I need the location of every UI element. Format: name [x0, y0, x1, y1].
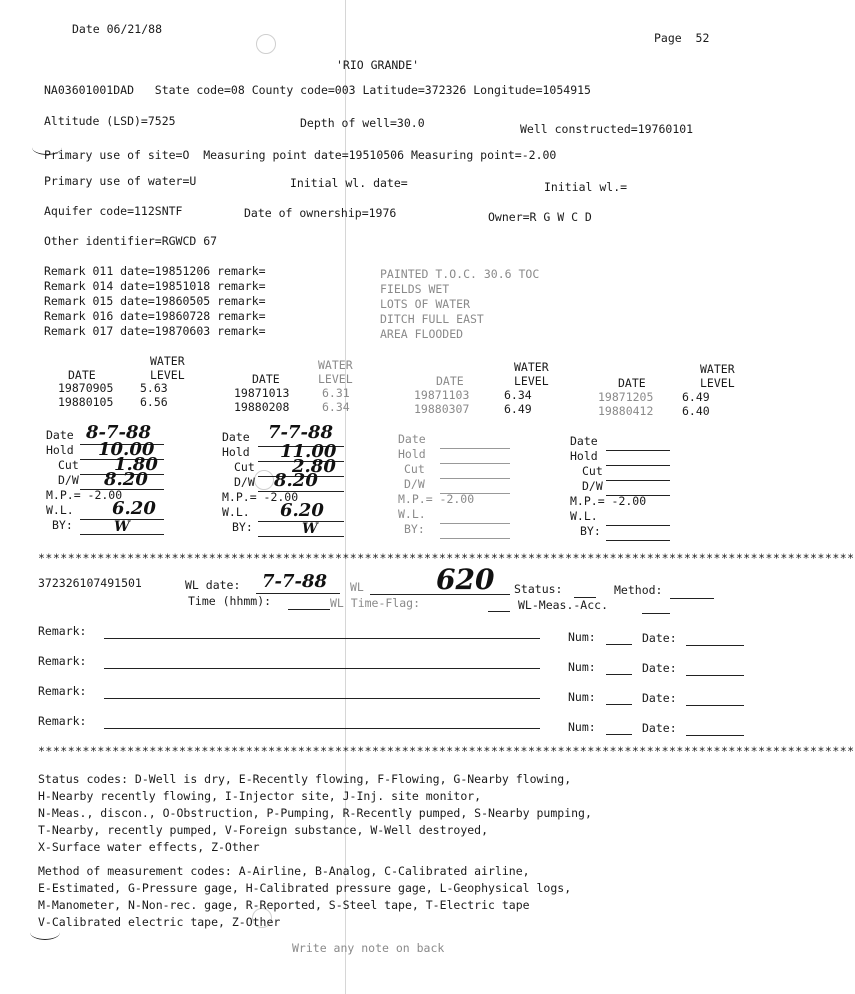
- well-depth: Depth of well=30.0: [300, 116, 425, 130]
- col-head-level: LEVEL: [318, 372, 353, 386]
- remark-entry-label: Remark:: [38, 654, 87, 668]
- field-hold-value[interactable]: 10.00: [98, 439, 155, 460]
- field-line[interactable]: [288, 609, 330, 610]
- field-by-value[interactable]: W: [114, 519, 130, 535]
- status-codes-line: T-Nearby, recently pumped, V-Foreign substance, W-Well destroyed,: [38, 823, 489, 837]
- field-line[interactable]: [440, 523, 510, 524]
- remark-entry-label: Remark:: [38, 714, 87, 728]
- field-label-wl: W.L.: [46, 503, 74, 517]
- field-label-mp: M.P.= -2.00: [570, 494, 647, 508]
- field-date-value[interactable]: 8-7-88: [86, 422, 152, 443]
- date-label: Date:: [642, 691, 677, 705]
- remark-entry-field[interactable]: [104, 698, 540, 699]
- table-cell-date: 19880412: [598, 404, 654, 418]
- field-label-dw: D/W: [582, 479, 603, 493]
- primary-use-site: Primary use of site=O Measuring point date=19510506 Measuring point=-2.00: [44, 148, 557, 162]
- field-line[interactable]: [606, 480, 670, 481]
- field-line: [258, 521, 344, 522]
- field-line[interactable]: [488, 611, 510, 612]
- field-label-mp: M.P.= -2.00: [222, 490, 299, 504]
- remark-entry-label: Remark:: [38, 684, 87, 698]
- aquifer-code: Aquifer code=112SNTF: [44, 204, 183, 218]
- num-field[interactable]: [606, 704, 632, 705]
- field-label-mp: M.P.= -2.00: [46, 488, 123, 502]
- field-label-mp: M.P.= -2.00: [398, 492, 475, 506]
- status-codes-line: H-Nearby recently flowing, I-Injector site, J-Inj. site monitor,: [38, 789, 482, 803]
- wl-date-label: WL date:: [185, 578, 241, 592]
- table-cell-date: 19871103: [414, 388, 470, 402]
- field-label-hold: Hold: [398, 447, 426, 461]
- time-label: Time (hhmm):: [188, 594, 272, 608]
- table-cell-level: 6.49: [682, 390, 710, 404]
- col-head-level: LEVEL: [514, 374, 549, 388]
- status-codes-line: N-Meas., discon., O-Obstruction, P-Pumping, R-Recently pumped, S-Nearby pumping,: [38, 806, 592, 820]
- col-head-water: WATER: [700, 362, 735, 376]
- field-cut-value[interactable]: 1.80: [114, 454, 158, 475]
- table-cell-date: 19880105: [58, 395, 114, 409]
- field-label-hold: Hold: [46, 443, 74, 457]
- date-field[interactable]: [686, 645, 744, 646]
- table-cell-level: 6.40: [682, 404, 710, 418]
- field-label-hold: Hold: [570, 449, 598, 463]
- field-label-dw: D/W: [58, 473, 79, 487]
- num-field[interactable]: [606, 674, 632, 675]
- col-head-level: LEVEL: [150, 368, 185, 382]
- num-label: Num:: [568, 660, 596, 674]
- site-id-line: NA03601001DAD State code=08 County code=003 Latitude=372326 Longitude=1054915: [44, 83, 591, 97]
- field-label-date: Date: [222, 430, 250, 444]
- table-cell-date: 19871013: [234, 386, 290, 400]
- col-head-water: WATER: [514, 360, 549, 374]
- field-label-wl: W.L.: [570, 509, 598, 523]
- num-label: Num:: [568, 720, 596, 734]
- remark-row: Remark 017 date=19870603 remark=: [44, 324, 266, 338]
- remark-entry-label: Remark:: [38, 624, 87, 638]
- method-label: Method:: [614, 583, 663, 597]
- field-by-value[interactable]: W: [302, 521, 318, 537]
- footer-note: Write any note on back: [292, 941, 445, 955]
- separator-stars: **************************************************************************************************************: [38, 744, 855, 758]
- field-wl-value[interactable]: 6.20: [112, 498, 156, 519]
- remark-text: AREA FLOODED: [380, 327, 464, 341]
- num-label: Num:: [568, 630, 596, 644]
- punch-hole: [256, 34, 276, 54]
- table-cell-date: 19880307: [414, 402, 470, 416]
- date-field[interactable]: [686, 705, 744, 706]
- col-head-date: DATE: [618, 376, 646, 390]
- date-label: Date:: [642, 631, 677, 645]
- method-codes-line: M-Manometer, N-Non-rec. gage, R-Reported, S-Steel tape, T-Electric tape: [38, 898, 530, 912]
- table-cell-level: 6.31: [322, 386, 350, 400]
- field-label-by: BY:: [232, 520, 253, 534]
- separator-stars: **************************************************************************************************************: [38, 551, 855, 565]
- field-date-value[interactable]: 7-7-88: [268, 422, 334, 443]
- col-head-level: LEVEL: [700, 376, 735, 390]
- table-cell-level: 5.63: [140, 381, 168, 395]
- altitude: Altitude (LSD)=7525: [44, 114, 176, 128]
- col-head-date: DATE: [252, 372, 280, 386]
- remark-row: Remark 011 date=19851206 remark=: [44, 264, 266, 278]
- field-line[interactable]: [440, 463, 510, 464]
- field-line[interactable]: [606, 465, 670, 466]
- remark-row: Remark 014 date=19851018 remark=: [44, 279, 266, 293]
- table-cell-date: 19870905: [58, 381, 114, 395]
- method-codes-line: V-Calibrated electric tape, Z-Other: [38, 915, 281, 929]
- remark-entry-field[interactable]: [104, 668, 540, 669]
- num-label: Num:: [568, 690, 596, 704]
- table-cell-date: 19880208: [234, 400, 290, 414]
- well-constructed: Well constructed=19760101: [520, 122, 694, 136]
- col-head-water: WATER: [318, 358, 353, 372]
- table-cell-date: 19871205: [598, 390, 654, 404]
- county-name: 'RIO GRANDE': [336, 58, 420, 72]
- field-line[interactable]: [670, 598, 714, 599]
- field-line[interactable]: [440, 538, 510, 539]
- field-label-date: Date: [398, 432, 426, 446]
- num-field[interactable]: [606, 734, 632, 735]
- wl-site-id: 372326107491501: [38, 576, 142, 590]
- field-line[interactable]: [606, 540, 670, 541]
- field-dw-value[interactable]: 8.20: [104, 469, 148, 490]
- field-wl-value[interactable]: 6.20: [280, 500, 324, 521]
- remark-text: PAINTED T.O.C. 30.6 TOC: [380, 267, 540, 281]
- field-label-cut: Cut: [234, 460, 255, 474]
- page-number: Page 52: [654, 31, 710, 45]
- initial-wl: Initial wl.=: [544, 180, 628, 194]
- other-identifier: Other identifier=RGWCD 67: [44, 234, 218, 248]
- num-field[interactable]: [606, 644, 632, 645]
- field-label-wl: W.L.: [222, 505, 250, 519]
- time-flag-label: WL Time-Flag:: [330, 596, 421, 610]
- remark-text: FIELDS WET: [380, 282, 450, 296]
- initial-wl-date: Initial wl. date=: [290, 176, 408, 190]
- field-label-by: BY:: [404, 522, 425, 536]
- method-codes-line: Method of measurement codes: A-Airline, B-Analog, C-Calibrated airline,: [38, 864, 530, 878]
- field-cut-value[interactable]: 2.80: [292, 456, 336, 477]
- field-label-date: Date: [570, 434, 598, 448]
- remark-row: Remark 016 date=19860728 remark=: [44, 309, 266, 323]
- date-field[interactable]: [686, 735, 744, 736]
- remark-row: Remark 015 date=19860505 remark=: [44, 294, 266, 308]
- table-cell-level: 6.56: [140, 395, 168, 409]
- wl-value[interactable]: 620: [436, 563, 495, 596]
- field-line[interactable]: [440, 478, 510, 479]
- field-label-date: Date: [46, 428, 74, 442]
- report-date: Date 06/21/88: [72, 22, 163, 36]
- date-label: Date:: [642, 661, 677, 675]
- remark-entry-field[interactable]: [104, 728, 540, 729]
- date-label: Date:: [642, 721, 677, 735]
- table-cell-level: 6.34: [504, 388, 532, 402]
- status-codes-line: X-Surface water effects, Z-Other: [38, 840, 260, 854]
- meas-acc-label: WL-Meas.-Acc.: [518, 598, 609, 612]
- owner: Owner=R G W C D: [488, 210, 592, 224]
- ownership-date: Date of ownership=1976: [244, 206, 397, 220]
- wl-date-value[interactable]: 7-7-88: [262, 571, 328, 592]
- field-label-hold: Hold: [222, 445, 250, 459]
- field-label-cut: Cut: [58, 458, 79, 472]
- field-label-cut: Cut: [582, 464, 603, 478]
- field-line[interactable]: [642, 613, 670, 614]
- field-line[interactable]: [606, 525, 670, 526]
- field-label-cut: Cut: [404, 462, 425, 476]
- method-codes-line: E-Estimated, G-Pressure gage, H-Calibrated pressure gage, L-Geophysical logs,: [38, 881, 572, 895]
- date-field[interactable]: [686, 675, 744, 676]
- remark-text: LOTS OF WATER: [380, 297, 471, 311]
- col-head-date: DATE: [436, 374, 464, 388]
- wl-label: WL: [350, 580, 364, 594]
- col-head-water: WATER: [150, 354, 185, 368]
- table-cell-level: 6.34: [322, 400, 350, 414]
- punch-hole: [254, 470, 274, 490]
- field-label-dw: D/W: [234, 475, 255, 489]
- field-label-by: BY:: [52, 518, 73, 532]
- primary-use-water: Primary use of water=U: [44, 174, 197, 188]
- field-hold-value[interactable]: 11.00: [280, 441, 337, 462]
- remark-entry-field[interactable]: [104, 638, 540, 639]
- table-cell-level: 6.49: [504, 402, 532, 416]
- col-head-date: DATE: [68, 368, 96, 382]
- status-codes-line: Status codes: D-Well is dry, E-Recently flowing, F-Flowing, G-Nearby flowing,: [38, 772, 572, 786]
- field-line[interactable]: [440, 448, 510, 449]
- remark-text: DITCH FULL EAST: [380, 312, 484, 326]
- field-label-dw: D/W: [404, 477, 425, 491]
- field-line: [258, 536, 344, 537]
- field-label-by: BY:: [580, 524, 601, 538]
- field-line[interactable]: [606, 450, 670, 451]
- status-label: Status:: [514, 582, 563, 596]
- field-label-wl: W.L.: [398, 507, 426, 521]
- field-dw-value[interactable]: 8.20: [274, 470, 318, 491]
